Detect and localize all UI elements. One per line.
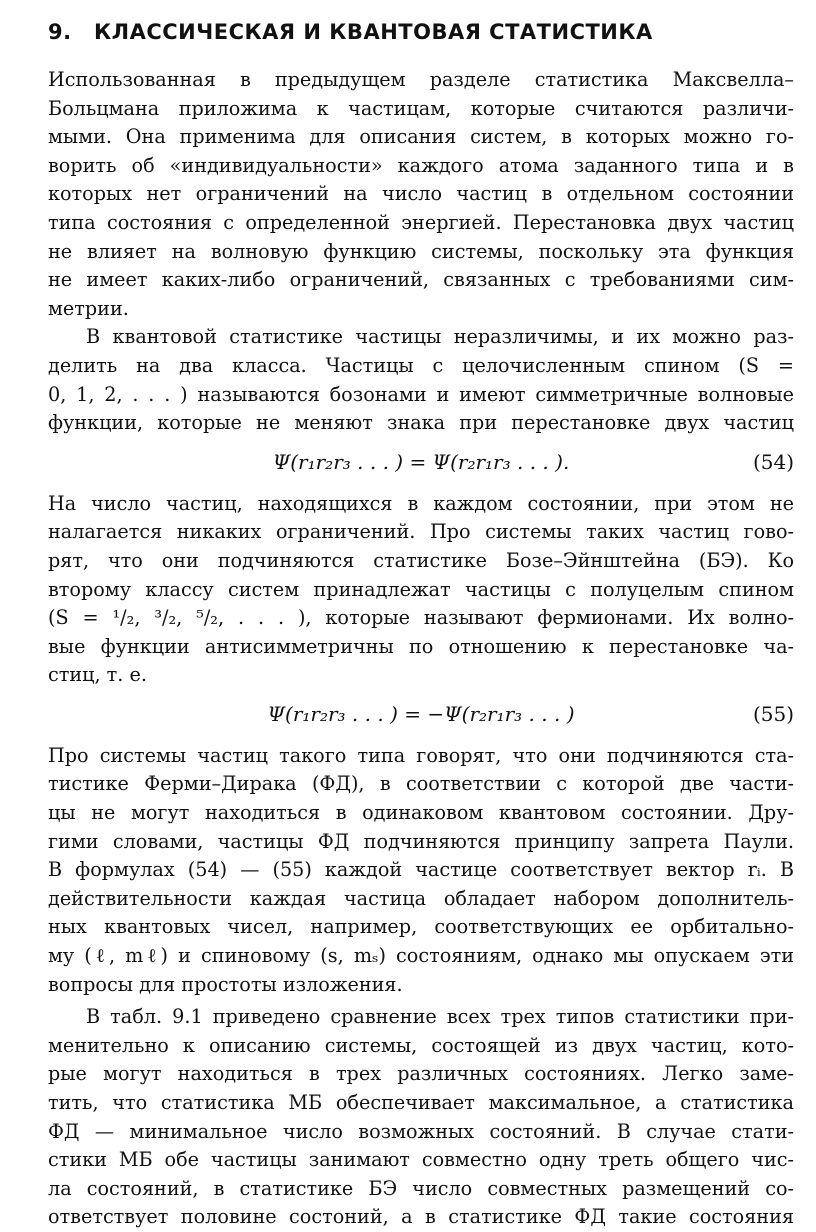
- text-line: ФД — минимальное число возможных состояний. В случае стати-: [48, 1119, 794, 1143]
- text-line: ворить об «индивидуальности» каждого атома заданного типа и в: [48, 153, 794, 177]
- text-line: менительно к описанию системы, состоящей из двух частиц, кото-: [48, 1033, 794, 1057]
- text-line: налагается никаких ограничений. Про системы таких частиц гово-: [48, 520, 794, 544]
- text-line: стиц, т. е.: [48, 663, 147, 687]
- section-title: КЛАССИЧЕСКАЯ И КВАНТОВАЯ СТАТИСТИКА: [94, 20, 653, 44]
- equation-formula: Ψ(r₁r₂r₃ . . . ) = −Ψ(r₂r₁r₃ . . . ): [267, 701, 575, 726]
- text-line: не влияет на волновую функцию системы, поскольку эта функция: [48, 239, 794, 263]
- section-heading: [48, 12, 794, 52]
- text-line: В квантовой статистике частицы неразличимы, и их можно раз-: [86, 325, 794, 349]
- text-line: вые функции антисимметричны по отношению к перестановке ча-: [48, 634, 794, 658]
- text-line: му (ℓ, mℓ) и спиновому (s, mₛ) состояниям, однако мы опускаем эти: [48, 944, 794, 968]
- text-line: цы не могут находиться в одинаковом квантовом состоянии. Дру-: [48, 801, 794, 825]
- paragraph-2: [48, 323, 794, 437]
- text-line: Использованная в предыдущем разделе статистика Максвелла–: [48, 68, 794, 91]
- text-line: метрии.: [48, 296, 129, 320]
- text-line: На число частиц, находящихся в каждом состоянии, при этом не: [48, 491, 794, 515]
- paragraph-4: [48, 742, 794, 999]
- section-number: 9.: [48, 20, 72, 44]
- equation-number: (55): [752, 701, 794, 726]
- text-line: 0, 1, 2, . . . ) называются бозонами и имеют симметричные волновые: [48, 382, 794, 406]
- text-line: гими словами, частицы ФД подчиняются принципу запрета Паули.: [48, 829, 794, 853]
- text-line: функции, которые не меняют знака при перестановке двух частиц: [48, 411, 794, 435]
- text-line: рые могут находиться в трех различных состояниях. Легко заме-: [48, 1062, 794, 1086]
- text-line: делить на два класса. Частицы с целочисленным спином (S =: [48, 353, 794, 377]
- text-line: типа состояния с определенной энергией. Перестановка двух частиц: [48, 210, 794, 234]
- text-line: действительности каждая частица обладает набором дополнитель-: [48, 886, 794, 910]
- text-line: Больцмана приложима к частицам, которые считаются различи-: [48, 96, 794, 120]
- equation-formula: Ψ(r₁r₂r₃ . . . ) = Ψ(r₂r₁r₃ . . . ).: [272, 449, 570, 474]
- text-line: вопросы для простоты изложения.: [48, 972, 403, 996]
- text-line: ла состояний, в статистике БЭ число совместных размещений со-: [48, 1176, 794, 1200]
- text-line: стики МБ обе частицы занимают совместно одну треть общего чис-: [48, 1148, 794, 1172]
- paragraph-1: [48, 66, 794, 323]
- text-line: Про системы частиц такого типа говорят, что они подчиняются ста-: [48, 743, 794, 767]
- text-line: которых нет ограничений на число частиц в отдельном состоянии: [48, 182, 794, 206]
- text-line: не имеет каких-либо ограничений, связанных с требованиями сим-: [48, 268, 794, 292]
- paragraph-5: [48, 1003, 794, 1232]
- text-line: ных квантовых чисел, например, соответствующих ее орбитально-: [48, 915, 794, 939]
- text-line: В табл. 9.1 приведено сравнение всех трех типов статистики при-: [86, 1005, 794, 1029]
- equation-number: (54): [752, 449, 794, 474]
- equation-54: [48, 442, 794, 482]
- text-line: (S = ¹/₂, ³/₂, ⁵/₂, . . . ), которые называют фермионами. Их волно-: [48, 606, 794, 630]
- text-line: тить, что статистика МБ обеспечивает максимальное, а статистика: [48, 1091, 794, 1114]
- equation-55: [48, 694, 794, 734]
- text-line: тистике Ферми–Дирака (ФД), в соответствии с которой две части-: [48, 772, 794, 796]
- text-line: второму классу систем принадлежат частицы с полуцелым спином: [48, 577, 794, 601]
- text-line: рят, что они подчиняются статистике Бозе–Эйнштейна (БЭ). Ко: [48, 548, 794, 572]
- text-line: ответствует половине состоний, а в статистике ФД такие состояния: [48, 1205, 794, 1229]
- text-line: В формулах (54) — (55) каждой частице соответствует вектор rᵢ. В: [48, 858, 794, 882]
- paragraph-3: [48, 490, 794, 690]
- text-line: мыми. Она применима для описания систем, в которых можно го-: [48, 125, 794, 149]
